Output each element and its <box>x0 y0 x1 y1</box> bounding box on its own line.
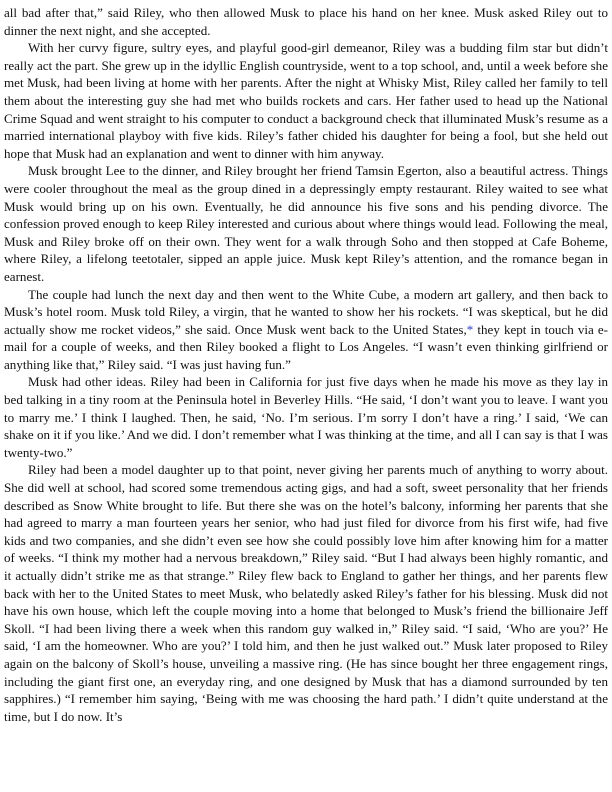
paragraph-6: Riley had been a model daughter up to that point, never giving her parents much of anything to worry about. She did well at school, had scored some tremendous acting gigs, and had a soft, sweet personality that her friends described as Snow White brought to life. But there she was on the hotel’s balcony, informing her parents that she had agreed to marry a man fourteen years her senior, who had just filed for divorce from his first wife, had five kids and two companies, and she didn’t even see how she could possibly love him after knowing him for a matter of weeks. “I think my mother had a nervous breakdown,” Riley said. “But I had always been highly romantic, and it actually didn’t strike me as that strange.” Riley flew back to England to gather her things, and her parents flew back with her to the United States to meet Musk, who belatedly asked Riley’s father for his blessing. Musk did not have his own house, which left the couple moving into a home that belonged to Musk’s friend the billionaire Jeff Skoll. “I had been living there a week when this random guy walked in,” Riley said. “I said, ‘Who are you?’ He said, ‘I am the homeowner. Who are you?’ I told him, and then he just walked out.” Musk later proposed to Riley again on the balcony of Skoll’s house, unveiling a massive ring. (He has since bought her three engagement rings, including the giant first one, an everyday ring, and one designed by Musk that has a diamond surrounded by ten sapphires.) “I remember him saying, ‘Being with me was choosing the hard path.’ I didn’t quite understand at the time, but I do now. It’s <box>4 462 608 724</box>
paragraph-2: With her curvy figure, sultry eyes, and playful good-girl demeanor, Riley was a budding film star but didn’t really act the part. She grew up in the idyllic English countryside, went to a top school, and, until a week before she met Musk, had been living at home with her parents. After the night at Whisky Mist, Riley called her family to tell them about the interesting guy she had met who builds rockets and cars. Her father used to head up the National Crime Squad and went straight to his computer to conduct a background check that illuminated Musk’s resume as a married international playboy with five kids. Riley’s father chided his daughter for being a fool, but she held out hope that Musk had an explanation and went to dinner with him anyway. <box>4 40 608 161</box>
paragraph-4-before-link: The couple had lunch the next day and then went to the White Cube, a modern art gallery, and then back to Musk’s hotel room. Musk told Riley, a virgin, that he wanted to show her his rockets. “I was skeptical, but he did actually show me rocket videos,” she said. Once Musk went back to the United States, <box>4 286 608 337</box>
footnote-link[interactable]: * <box>466 321 474 337</box>
paragraph-5: Musk had other ideas. Riley had been in California for just five days when he made his move as they lay in bed talking in a tiny room at the Peninsula hotel in Beverley Hills. “He said, ‘I don’t want you to leave. I want you to marry me.’ I think I laughed. Then, he said, ‘No. I’m serious. I’m sorry I don’t have a ring.’ I said, ‘We can shake on it if you like.’ And we did. I don’t remember what I was thinking at the time, and all I can say is that I was twenty-two.” <box>4 374 608 460</box>
paragraph-1: all bad after that,” said Riley, who then allowed Musk to place his hand on her knee. Musk asked Riley out to dinner the next night, and she accepted. <box>4 5 608 38</box>
paragraph-4 <box>4 286 608 374</box>
paragraph-3: Musk brought Lee to the dinner, and Riley brought her friend Tamsin Egerton, also a beautiful actress. Things were cooler throughout the meal as the group dined in a depressingly empty restaurant. Riley waited to see what Musk would bring up on his own. Eventually, he did announce his five sons and his pending divorce. The confession proved enough to keep Riley interested and curious about where things would lead. Following the meal, Musk and Riley broke off on their own. They went for a walk through Soho and then stopped at Cafe Boheme, where Riley, a lifelong teetotaler, sipped an apple juice. Musk kept Riley’s attention, and the romance began in earnest. <box>4 163 608 284</box>
paragraph-4-after-link: they kept in touch via e-mail for a couple of weeks, and then Riley booked a flight to Los Angeles. “I wasn’t even thinking girlfriend or anything like that,” Riley said. “I was just having fun.” <box>4 321 608 372</box>
